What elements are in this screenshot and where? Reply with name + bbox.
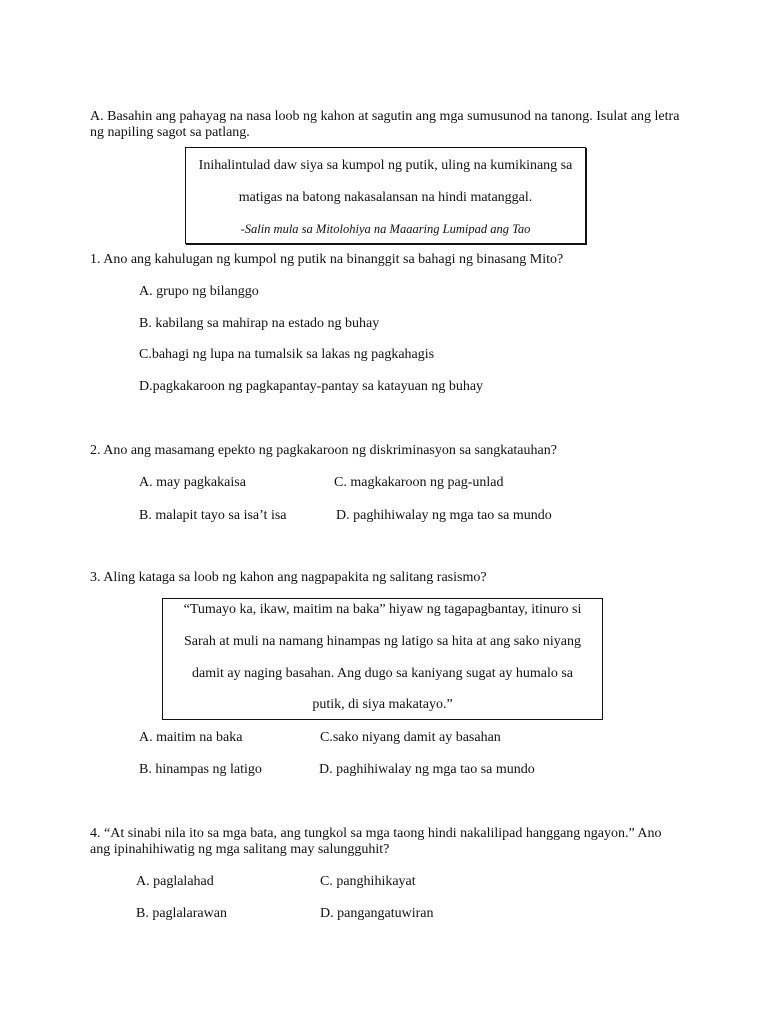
choice-3a: A. maitim na baka <box>139 730 243 745</box>
question-4: 4. “At sinabi nila ito sa mga bata, ang tungkol sa mga taong hindi nakalilipad hanggang ngayon.” Ano ang ipinahihiwatig ng mga salitang may salungguhit? <box>90 826 662 857</box>
choice-2c: C. magkakaroon ng pag-unlad <box>334 475 504 490</box>
choice-3b: B. hinampas ng latigo <box>139 762 262 777</box>
choice-2d: D. paghihiwalay ng mga tao sa mundo <box>336 508 552 523</box>
choice-3c: C.sako niyang damit ay basahan <box>320 730 501 745</box>
question-3: 3. Aling kataga sa loob ng kahon ang nagpapakita ng salitang rasismo? <box>90 570 487 585</box>
excerpt-line: putik, di siya makatayo.” <box>312 697 453 712</box>
choice-4d: D. pangangatuwiran <box>320 906 434 921</box>
choice-4c: C. panghihikayat <box>320 874 416 889</box>
choice-1b: B. kabilang sa mahirap na estado ng buhay <box>139 316 380 331</box>
choice-2b: B. malapit tayo sa isa’t isa <box>139 508 287 523</box>
choice-4b: B. paglalarawan <box>136 906 227 921</box>
excerpt-line: “Tumayo ka, ikaw, maitim na baka” hiyaw ng tagapagbantay, itinuro si <box>183 602 582 617</box>
excerpt-line: matigas na batong nakasalansan na hindi matanggal. <box>238 190 533 205</box>
excerpt-line: damit ay naging basahan. Ang dugo sa kaniyang sugat ay humalo sa <box>191 666 574 681</box>
question-2: 2. Ano ang masamang epekto ng pagkakaroon ng diskriminasyon sa sangkatauhan? <box>90 443 557 458</box>
question-1: 1. Ano ang kahulugan ng kumpol ng putik na binanggit sa bahagi ng binasang Mito? <box>90 252 564 267</box>
choice-4a: A. paglalahad <box>136 874 214 889</box>
choice-1d: D.pagkakaroon ng pagkapantay-pantay sa katayuan ng buhay <box>139 379 484 394</box>
excerpt-source: -Salin mula sa Mitolohiya na Maaaring Lumipad ang Tao <box>240 222 531 236</box>
excerpt-box-2 <box>162 598 603 720</box>
excerpt-line: Inihalintulad daw siya sa kumpol ng putik, uling na kumikinang sa <box>198 158 573 173</box>
excerpt-line: Sarah at muli na namang hinampas ng latigo sa hita at ang sako niyang <box>184 634 581 649</box>
instructions: A. Basahin ang pahayag na nasa loob ng kahon at sagutin ang mga sumusunod na tanong. Isulat ang letra ng napiling sagot sa patlang. <box>90 109 680 140</box>
choice-1c: C.bahagi ng lupa na tumalsik sa lakas ng pagkahagis <box>139 347 435 362</box>
choice-3d: D. paghihiwalay ng mga tao sa mundo <box>319 762 535 777</box>
choice-2a: A. may pagkakaisa <box>139 475 246 490</box>
choice-1a: A. grupo ng bilanggo <box>139 284 259 299</box>
excerpt-box-1 <box>185 147 586 244</box>
